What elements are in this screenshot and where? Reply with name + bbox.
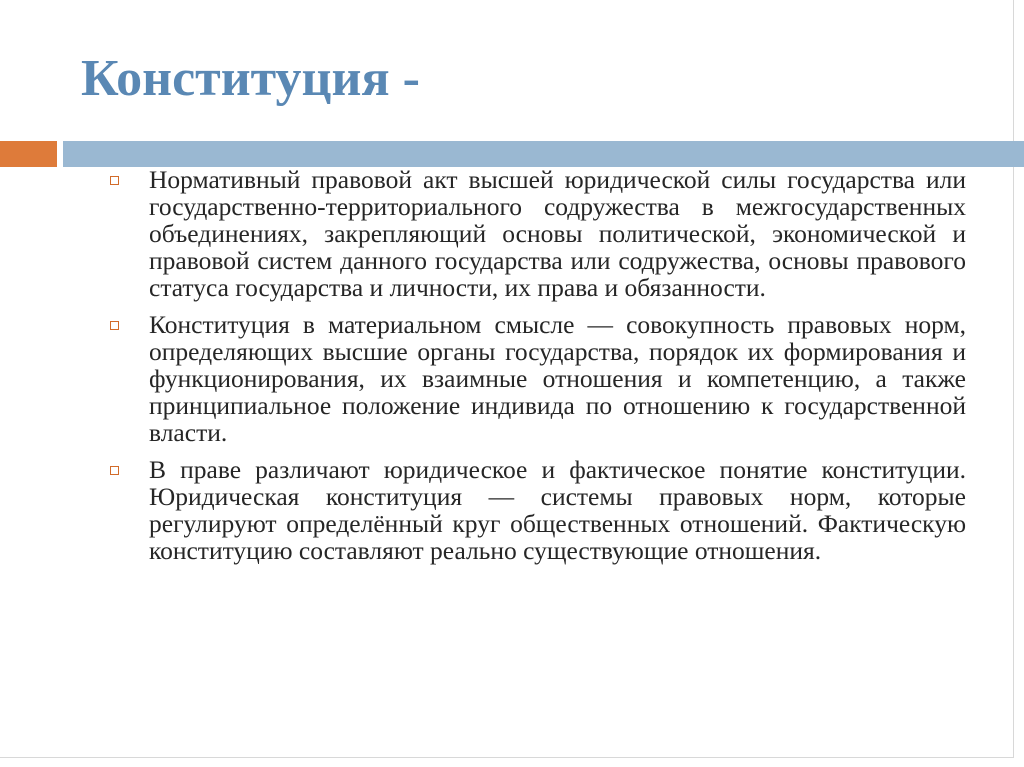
accent-bar-blue <box>63 141 1024 167</box>
bullet-text: Конституция в материальном смысле — совокупность правовых норм, определяющих высшие органы государства, порядок их формирования и функционирования, их взаимные отношения и компетенцию, а также принципиальное положение индивида по отношению к государственной власти. <box>149 310 966 447</box>
accent-bar-orange <box>0 141 57 167</box>
square-bullet-icon <box>110 176 119 185</box>
square-bullet-icon <box>110 466 119 475</box>
bullet-list <box>110 166 966 574</box>
bullet-item <box>110 166 966 301</box>
square-bullet-icon <box>110 321 119 330</box>
bullet-text: Нормативный правовой акт высшей юридической силы государства или государственно-территориального содружества в межгосударственных объединениях, закрепляющий основы политической, экономической и правовой систем данного государства или содружества, основы правового статуса государства и личности, их права и обязанности. <box>149 165 966 302</box>
bullet-item <box>110 311 966 446</box>
slide-title: Конституция - <box>81 50 420 107</box>
bullet-text: В праве различают юридическое и фактическое понятие конституции. Юридическая конституция — системы правовых норм, которые регулируют определённый круг общественных отношений. Фактическую конституцию составляют реально существующие отношения. <box>149 455 966 565</box>
bullet-item <box>110 456 966 564</box>
